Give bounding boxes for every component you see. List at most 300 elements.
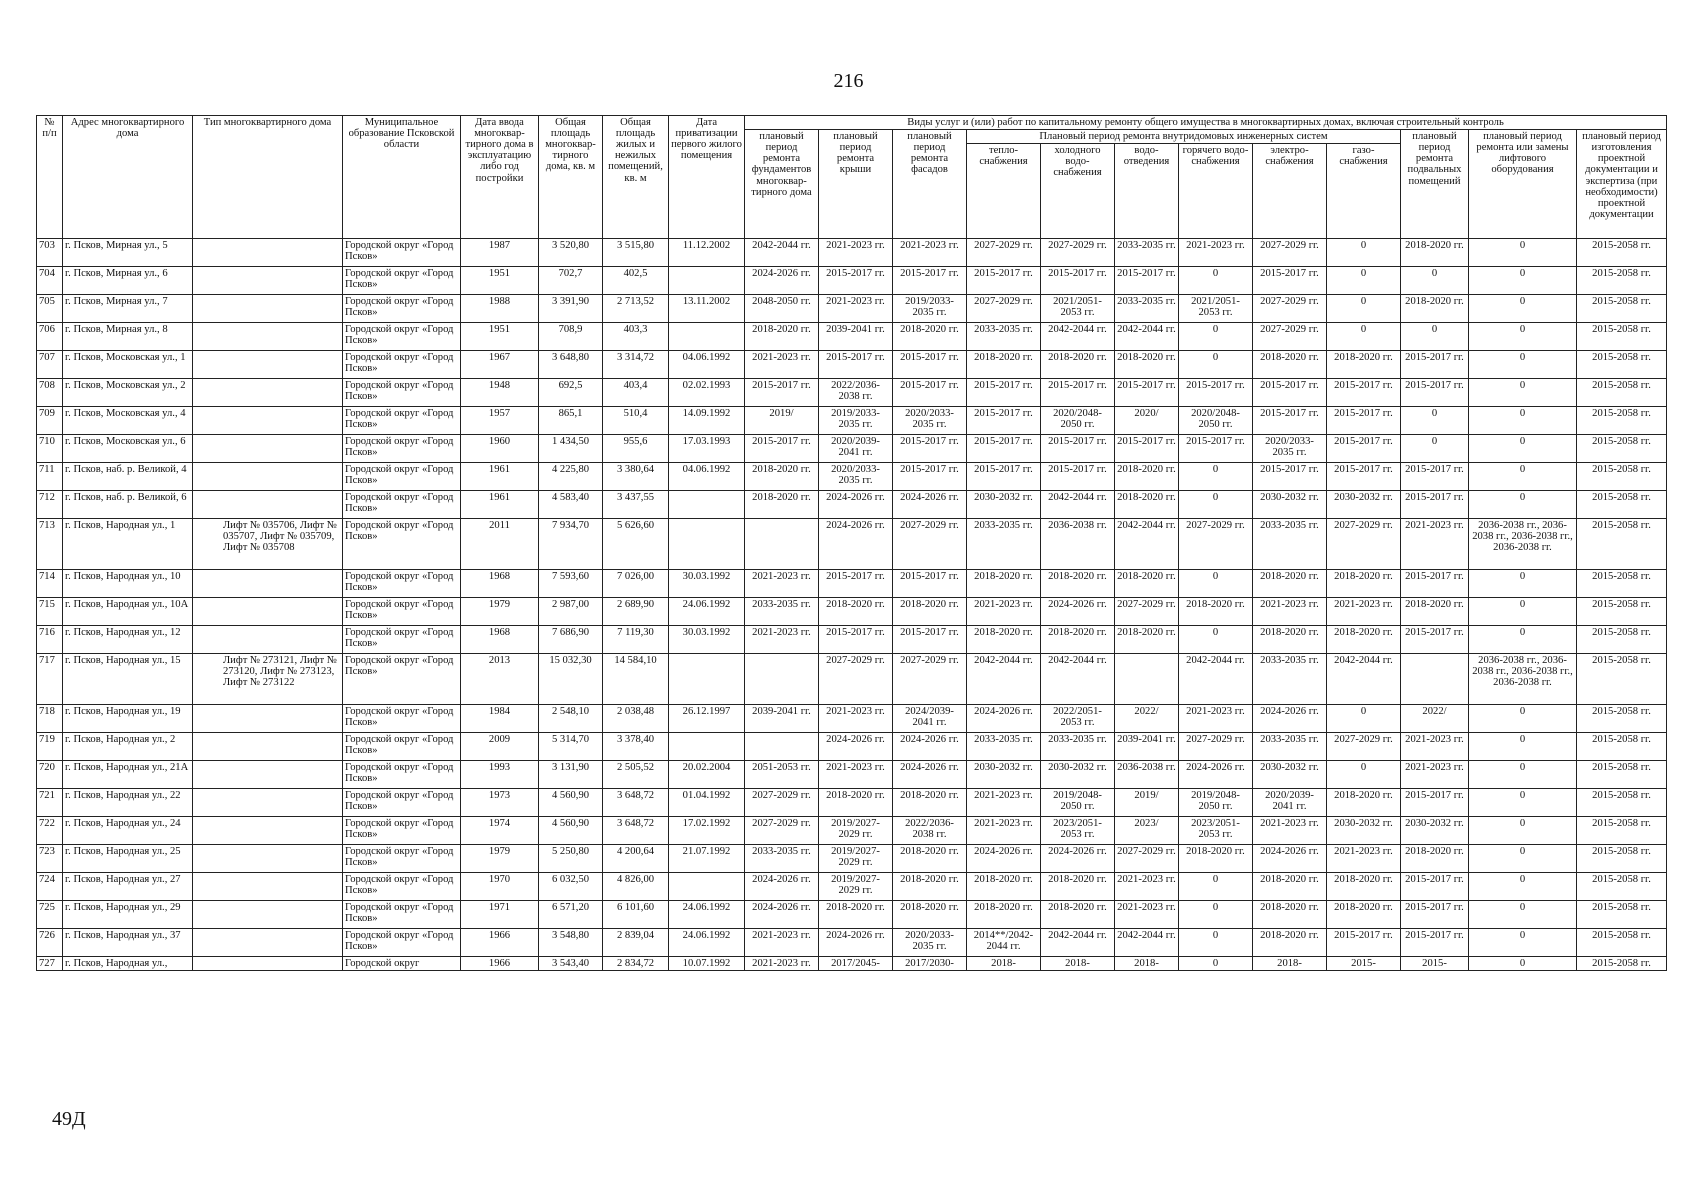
cell-cold-water: 2042-2044 гг. <box>1041 323 1115 351</box>
cell-foundation: 2015-2017 гг. <box>745 435 819 463</box>
cell-elevator: 0 <box>1469 598 1577 626</box>
cell-year: 1967 <box>461 351 539 379</box>
cell-total-area: 15 032,30 <box>539 654 603 705</box>
cell-gas: 2018-2020 гг. <box>1327 789 1401 817</box>
cell-electricity: 2024-2026 гг. <box>1253 845 1327 873</box>
cell-total-area: 6 571,20 <box>539 901 603 929</box>
cell-year: 1951 <box>461 323 539 351</box>
cell-basement: 2015-2017 гг. <box>1401 626 1469 654</box>
cell-roof: 2039-2041 гг. <box>819 323 893 351</box>
table-row <box>37 491 1667 519</box>
cell-heating: 2015-2017 гг. <box>967 379 1041 407</box>
cell-premises-area: 5 626,60 <box>603 519 669 570</box>
cell-privatization-date: 21.07.1992 <box>669 845 745 873</box>
cell-privatization-date: 30.03.1992 <box>669 570 745 598</box>
cell-privatization-date <box>669 267 745 295</box>
cell-facade: 2018-2020 гг. <box>893 598 967 626</box>
cell-gas: 2030-2032 гг. <box>1327 491 1401 519</box>
cell-municipality: Городской округ «Город Псков» <box>343 323 461 351</box>
table-row <box>37 901 1667 929</box>
cell-year: 1979 <box>461 598 539 626</box>
cell-roof: 2022/2036-2038 гг. <box>819 379 893 407</box>
cell-type <box>193 239 343 267</box>
cell-type <box>193 929 343 957</box>
cell-facade: 2019/2033-2035 гг. <box>893 295 967 323</box>
cell-basement: 0 <box>1401 435 1469 463</box>
cell-privatization-date: 02.02.1993 <box>669 379 745 407</box>
cell-municipality: Городской округ «Город Псков» <box>343 491 461 519</box>
cell-privatization-date <box>669 873 745 901</box>
cell-facade: 2018-2020 гг. <box>893 323 967 351</box>
cell-foundation: 2039-2041 гг. <box>745 705 819 733</box>
cell-elevator: 0 <box>1469 323 1577 351</box>
cell-facade: 2024-2026 гг. <box>893 491 967 519</box>
cell-gas: 2015-2017 гг. <box>1327 929 1401 957</box>
cell-hot-water: 0 <box>1179 873 1253 901</box>
cell-basement <box>1401 654 1469 705</box>
cell-total-area: 7 593,60 <box>539 570 603 598</box>
cell-premises-area: 403,3 <box>603 323 669 351</box>
cell-year: 1971 <box>461 901 539 929</box>
cell-elevator: 0 <box>1469 761 1577 789</box>
cell-total-area: 3 648,80 <box>539 351 603 379</box>
cell-year: 1970 <box>461 873 539 901</box>
cell-foundation: 2021-2023 гг. <box>745 626 819 654</box>
cell-foundation: 2027-2029 гг. <box>745 817 819 845</box>
cell-premises-area: 3 378,40 <box>603 733 669 761</box>
cell-roof: 2021-2023 гг. <box>819 705 893 733</box>
cell-roof: 2019/2033-2035 гг. <box>819 407 893 435</box>
cell-premises-area: 4 200,64 <box>603 845 669 873</box>
cell-total-area: 4 560,90 <box>539 789 603 817</box>
cell-address: г. Псков, Народная ул., 10 <box>63 570 193 598</box>
cell-num: 710 <box>37 435 63 463</box>
table-row <box>37 929 1667 957</box>
cell-elevator: 0 <box>1469 845 1577 873</box>
cell-roof: 2019/2027-2029 гг. <box>819 845 893 873</box>
cell-hot-water: 0 <box>1179 901 1253 929</box>
table-row <box>37 351 1667 379</box>
cell-foundation: 2024-2026 гг. <box>745 901 819 929</box>
cell-sewerage: 2015-2017 гг. <box>1115 379 1179 407</box>
header-address: Адрес многоквартирного дома <box>63 116 193 239</box>
cell-gas: 2018-2020 гг. <box>1327 626 1401 654</box>
cell-hot-water: 2021/2051-2053 гг. <box>1179 295 1253 323</box>
footer-code: 49Д <box>52 1108 86 1130</box>
cell-sewerage: 2018-2020 гг. <box>1115 463 1179 491</box>
cell-roof: 2024-2026 гг. <box>819 733 893 761</box>
cell-type <box>193 761 343 789</box>
cell-address: г. Псков, Мирная ул., 8 <box>63 323 193 351</box>
cell-gas: 2042-2044 гг. <box>1327 654 1401 705</box>
header-gas: газо-снабжения <box>1327 144 1401 239</box>
cell-cold-water: 2033-2035 гг. <box>1041 733 1115 761</box>
cell-cold-water: 2042-2044 гг. <box>1041 491 1115 519</box>
cell-design-docs: 2015-2058 гг. <box>1577 873 1667 901</box>
cell-foundation <box>745 733 819 761</box>
cell-hot-water: 2027-2029 гг. <box>1179 519 1253 570</box>
cell-basement: 2018-2020 гг. <box>1401 295 1469 323</box>
cell-address: г. Псков, Мирная ул., 6 <box>63 267 193 295</box>
cell-privatization-date: 24.06.1992 <box>669 598 745 626</box>
cell-foundation: 2048-2050 гг. <box>745 295 819 323</box>
cell-year: 1968 <box>461 626 539 654</box>
cell-roof: 2019/2027-2029 гг. <box>819 817 893 845</box>
header-type: Тип многоквартирного дома <box>193 116 343 239</box>
cell-basement: 0 <box>1401 267 1469 295</box>
cell-gas: 2021-2023 гг. <box>1327 845 1401 873</box>
cell-heating: 2033-2035 гг. <box>967 519 1041 570</box>
cell-facade: 2021-2023 гг. <box>893 239 967 267</box>
cell-type <box>193 491 343 519</box>
cell-cold-water: 2036-2038 гг. <box>1041 519 1115 570</box>
cell-heating: 2018-2020 гг. <box>967 873 1041 901</box>
cell-gas: 2015-2017 гг. <box>1327 407 1401 435</box>
cell-type <box>193 626 343 654</box>
cell-cold-water: 2015-2017 гг. <box>1041 379 1115 407</box>
header-design-docs: плановый период изготовления проектной документации и экспертиза (при необходимости) проектной документации <box>1577 130 1667 239</box>
cell-hot-water: 2018-2020 гг. <box>1179 598 1253 626</box>
header-cold-water: холодного водо-снабжения <box>1041 144 1115 239</box>
cell-basement: 0 <box>1401 407 1469 435</box>
cell-basement: 2018-2020 гг. <box>1401 845 1469 873</box>
cell-num: 705 <box>37 295 63 323</box>
table-row <box>37 705 1667 733</box>
cell-year: 1974 <box>461 817 539 845</box>
cell-year: 2009 <box>461 733 539 761</box>
cell-cold-water: 2018-2020 гг. <box>1041 901 1115 929</box>
cell-hot-water: 0 <box>1179 570 1253 598</box>
cell-sewerage: 2015-2017 гг. <box>1115 267 1179 295</box>
cell-premises-area: 6 101,60 <box>603 901 669 929</box>
cell-heating: 2042-2044 гг. <box>967 654 1041 705</box>
cell-municipality: Городской округ «Город Псков» <box>343 379 461 407</box>
cell-sewerage: 2036-2038 гг. <box>1115 761 1179 789</box>
header-privatization-date: Дата приватизации первого жилого помещения <box>669 116 745 239</box>
cell-municipality: Городской округ «Город Псков» <box>343 239 461 267</box>
cell-privatization-date <box>669 733 745 761</box>
table-row <box>37 435 1667 463</box>
cell-foundation: 2051-2053 гг. <box>745 761 819 789</box>
cell-total-area: 702,7 <box>539 267 603 295</box>
cell-address: г. Псков, Народная ул., 10А <box>63 598 193 626</box>
cell-total-area: 3 131,90 <box>539 761 603 789</box>
cell-heating: 2021-2023 гг. <box>967 789 1041 817</box>
cell-foundation: 2019/ <box>745 407 819 435</box>
cell-type <box>193 957 343 971</box>
cell-heating: 2024-2026 гг. <box>967 705 1041 733</box>
cell-design-docs: 2015-2058 гг. <box>1577 379 1667 407</box>
header-works-group: Виды услуг и (или) работ по капитальному ремонту общего имущества в многоквартирных домах, включая строительный контроль <box>745 116 1667 130</box>
cell-total-area: 5 250,80 <box>539 845 603 873</box>
cell-year: 1968 <box>461 570 539 598</box>
table-row <box>37 817 1667 845</box>
cell-total-area: 3 543,40 <box>539 957 603 971</box>
cell-elevator: 0 <box>1469 789 1577 817</box>
header-date-commissioned: Дата ввода многоквар-тирного дома в эксплуатацию либо год постройки <box>461 116 539 239</box>
cell-elevator: 0 <box>1469 407 1577 435</box>
cell-design-docs: 2015-2058 гг. <box>1577 570 1667 598</box>
cell-year: 1966 <box>461 929 539 957</box>
capital-repair-table <box>36 115 1667 971</box>
cell-electricity: 2015-2017 гг. <box>1253 407 1327 435</box>
cell-gas: 0 <box>1327 295 1401 323</box>
cell-heating: 2018-2020 гг. <box>967 901 1041 929</box>
cell-gas: 2027-2029 гг. <box>1327 519 1401 570</box>
cell-basement: 2021-2023 гг. <box>1401 733 1469 761</box>
cell-facade: 2024/2039-2041 гг. <box>893 705 967 733</box>
cell-address: г. Псков, Московская ул., 2 <box>63 379 193 407</box>
cell-privatization-date: 17.03.1993 <box>669 435 745 463</box>
table-row <box>37 957 1667 971</box>
cell-year: 1948 <box>461 379 539 407</box>
cell-municipality: Городской округ «Город Псков» <box>343 267 461 295</box>
cell-foundation: 2027-2029 гг. <box>745 789 819 817</box>
cell-type <box>193 705 343 733</box>
cell-cold-water: 2042-2044 гг. <box>1041 654 1115 705</box>
cell-design-docs: 2015-2058 гг. <box>1577 654 1667 705</box>
cell-hot-water: 0 <box>1179 929 1253 957</box>
header-basement: плановый период ремонта подвальных помещений <box>1401 130 1469 239</box>
cell-hot-water: 0 <box>1179 491 1253 519</box>
cell-address: г. Псков, Мирная ул., 7 <box>63 295 193 323</box>
cell-electricity: 2018-2020 гг. <box>1253 873 1327 901</box>
cell-municipality: Городской округ «Город Псков» <box>343 789 461 817</box>
cell-facade: 2018-2020 гг. <box>893 873 967 901</box>
cell-municipality: Городской округ «Город Псков» <box>343 705 461 733</box>
cell-cold-water: 2015-2017 гг. <box>1041 267 1115 295</box>
cell-design-docs: 2015-2058 гг. <box>1577 789 1667 817</box>
cell-hot-water: 2023/2051-2053 гг. <box>1179 817 1253 845</box>
cell-num: 723 <box>37 845 63 873</box>
cell-design-docs: 2015-2058 гг. <box>1577 901 1667 929</box>
cell-design-docs: 2015-2058 гг. <box>1577 295 1667 323</box>
cell-facade: 2015-2017 гг. <box>893 435 967 463</box>
cell-elevator: 0 <box>1469 351 1577 379</box>
cell-design-docs: 2015-2058 гг. <box>1577 351 1667 379</box>
cell-electricity: 2033-2035 гг. <box>1253 519 1327 570</box>
cell-foundation: 2021-2023 гг. <box>745 351 819 379</box>
cell-facade: 2024-2026 гг. <box>893 733 967 761</box>
cell-gas: 0 <box>1327 761 1401 789</box>
cell-municipality: Городской округ «Город Псков» <box>343 929 461 957</box>
cell-sewerage: 2042-2044 гг. <box>1115 323 1179 351</box>
cell-design-docs: 2015-2058 гг. <box>1577 761 1667 789</box>
cell-elevator: 0 <box>1469 733 1577 761</box>
cell-elevator: 0 <box>1469 901 1577 929</box>
cell-design-docs: 2015-2058 гг. <box>1577 957 1667 971</box>
cell-basement: 2015- <box>1401 957 1469 971</box>
cell-facade: 2015-2017 гг. <box>893 351 967 379</box>
cell-sewerage: 2018-2020 гг. <box>1115 570 1179 598</box>
cell-heating: 2021-2023 гг. <box>967 817 1041 845</box>
cell-elevator: 0 <box>1469 817 1577 845</box>
cell-municipality: Городской округ «Город Псков» <box>343 733 461 761</box>
cell-cold-water: 2018-2020 гг. <box>1041 873 1115 901</box>
cell-total-area: 708,9 <box>539 323 603 351</box>
cell-design-docs: 2015-2058 гг. <box>1577 817 1667 845</box>
cell-facade: 2015-2017 гг. <box>893 463 967 491</box>
cell-municipality: Городской округ «Город Псков» <box>343 654 461 705</box>
cell-type <box>193 873 343 901</box>
cell-address: г. Псков, Народная ул., 25 <box>63 845 193 873</box>
cell-gas: 2027-2029 гг. <box>1327 733 1401 761</box>
cell-total-area: 4 583,40 <box>539 491 603 519</box>
cell-privatization-date: 24.06.1992 <box>669 901 745 929</box>
header-facade: плановый период ремонта фасадов <box>893 130 967 239</box>
cell-design-docs: 2015-2058 гг. <box>1577 626 1667 654</box>
cell-premises-area: 402,5 <box>603 267 669 295</box>
cell-year: 1951 <box>461 267 539 295</box>
cell-roof: 2017/2045- <box>819 957 893 971</box>
cell-design-docs: 2015-2058 гг. <box>1577 598 1667 626</box>
cell-privatization-date <box>669 654 745 705</box>
cell-address: г. Псков, Московская ул., 6 <box>63 435 193 463</box>
cell-year: 1984 <box>461 705 539 733</box>
cell-electricity: 2015-2017 гг. <box>1253 379 1327 407</box>
cell-foundation: 2024-2026 гг. <box>745 267 819 295</box>
cell-design-docs: 2015-2058 гг. <box>1577 463 1667 491</box>
cell-elevator: 0 <box>1469 957 1577 971</box>
table-row <box>37 845 1667 873</box>
cell-premises-area: 7 026,00 <box>603 570 669 598</box>
cell-sewerage: 2018-2020 гг. <box>1115 491 1179 519</box>
cell-design-docs: 2015-2058 гг. <box>1577 929 1667 957</box>
cell-design-docs: 2015-2058 гг. <box>1577 435 1667 463</box>
header-hot-water: горячего водо-снабжения <box>1179 144 1253 239</box>
cell-premises-area: 2 505,52 <box>603 761 669 789</box>
cell-sewerage: 2033-2035 гг. <box>1115 239 1179 267</box>
cell-cold-water: 2018- <box>1041 957 1115 971</box>
cell-facade: 2020/2033-2035 гг. <box>893 407 967 435</box>
table-row <box>37 463 1667 491</box>
table-row <box>37 295 1667 323</box>
cell-elevator: 0 <box>1469 267 1577 295</box>
cell-hot-water: 2019/2048-2050 гг. <box>1179 789 1253 817</box>
cell-design-docs: 2015-2058 гг. <box>1577 407 1667 435</box>
cell-foundation: 2024-2026 гг. <box>745 873 819 901</box>
table-body <box>37 239 1667 971</box>
cell-electricity: 2030-2032 гг. <box>1253 491 1327 519</box>
header-num: № п/п <box>37 116 63 239</box>
cell-gas: 2015-2017 гг. <box>1327 379 1401 407</box>
cell-gas: 0 <box>1327 267 1401 295</box>
cell-num: 720 <box>37 761 63 789</box>
cell-sewerage: 2018- <box>1115 957 1179 971</box>
cell-roof: 2021-2023 гг. <box>819 761 893 789</box>
cell-heating: 2015-2017 гг. <box>967 267 1041 295</box>
cell-electricity: 2020/2033-2035 гг. <box>1253 435 1327 463</box>
cell-sewerage: 2033-2035 гг. <box>1115 295 1179 323</box>
cell-num: 727 <box>37 957 63 971</box>
cell-facade: 2022/2036-2038 гг. <box>893 817 967 845</box>
cell-design-docs: 2015-2058 гг. <box>1577 705 1667 733</box>
cell-cold-water: 2018-2020 гг. <box>1041 570 1115 598</box>
cell-gas: 2030-2032 гг. <box>1327 817 1401 845</box>
cell-num: 712 <box>37 491 63 519</box>
cell-elevator: 0 <box>1469 570 1577 598</box>
table-row <box>37 873 1667 901</box>
cell-total-area: 6 032,50 <box>539 873 603 901</box>
cell-municipality: Городской округ «Город Псков» <box>343 295 461 323</box>
cell-cold-water: 2030-2032 гг. <box>1041 761 1115 789</box>
cell-num: 717 <box>37 654 63 705</box>
cell-premises-area: 2 834,72 <box>603 957 669 971</box>
cell-facade: 2018-2020 гг. <box>893 901 967 929</box>
cell-basement: 2015-2017 гг. <box>1401 929 1469 957</box>
header-foundation: плановый период ремонта фундаментов многоквар-тирного дома <box>745 130 819 239</box>
cell-municipality: Городской округ «Город Псков» <box>343 873 461 901</box>
cell-address: г. Псков, Московская ул., 1 <box>63 351 193 379</box>
cell-type <box>193 435 343 463</box>
cell-heating: 2027-2029 гг. <box>967 295 1041 323</box>
cell-hot-water: 2024-2026 гг. <box>1179 761 1253 789</box>
cell-hot-water: 0 <box>1179 351 1253 379</box>
cell-privatization-date: 30.03.1992 <box>669 626 745 654</box>
cell-total-area: 2 987,00 <box>539 598 603 626</box>
page-number: 216 <box>833 70 864 92</box>
cell-gas: 2021-2023 гг. <box>1327 598 1401 626</box>
cell-privatization-date: 01.04.1992 <box>669 789 745 817</box>
cell-type <box>193 407 343 435</box>
cell-num: 706 <box>37 323 63 351</box>
cell-roof: 2015-2017 гг. <box>819 267 893 295</box>
cell-heating: 2015-2017 гг. <box>967 463 1041 491</box>
cell-total-area: 3 391,90 <box>539 295 603 323</box>
cell-premises-area: 403,4 <box>603 379 669 407</box>
cell-sewerage: 2042-2044 гг. <box>1115 519 1179 570</box>
cell-electricity: 2018-2020 гг. <box>1253 351 1327 379</box>
cell-heating: 2027-2029 гг. <box>967 239 1041 267</box>
table-row <box>37 519 1667 570</box>
cell-design-docs: 2015-2058 гг. <box>1577 733 1667 761</box>
header-electricity: электро-снабжения <box>1253 144 1327 239</box>
cell-foundation: 2021-2023 гг. <box>745 929 819 957</box>
cell-basement: 2030-2032 гг. <box>1401 817 1469 845</box>
cell-address: г. Псков, Народная ул., 27 <box>63 873 193 901</box>
cell-year: 1987 <box>461 239 539 267</box>
table-row <box>37 598 1667 626</box>
cell-design-docs: 2015-2058 гг. <box>1577 239 1667 267</box>
cell-municipality: Городской округ «Город Псков» <box>343 598 461 626</box>
cell-sewerage: 2021-2023 гг. <box>1115 873 1179 901</box>
cell-heating: 2014**/2042-2044 гг. <box>967 929 1041 957</box>
cell-premises-area: 2 689,90 <box>603 598 669 626</box>
cell-cold-water: 2042-2044 гг. <box>1041 929 1115 957</box>
cell-heating: 2024-2026 гг. <box>967 845 1041 873</box>
cell-address: г. Псков, Народная ул., 37 <box>63 929 193 957</box>
cell-premises-area: 3 648,72 <box>603 817 669 845</box>
cell-cold-water: 2020/2048-2050 гг. <box>1041 407 1115 435</box>
cell-address: г. Псков, Народная ул., 24 <box>63 817 193 845</box>
cell-foundation: 2018-2020 гг. <box>745 491 819 519</box>
table-row <box>37 626 1667 654</box>
cell-type: Лифт № 035706, Лифт № 035707, Лифт № 035709, Лифт № 035708 <box>193 519 343 570</box>
cell-year: 2013 <box>461 654 539 705</box>
cell-num: 726 <box>37 929 63 957</box>
cell-basement: 2022/ <box>1401 705 1469 733</box>
cell-cold-water: 2023/2051-2053 гг. <box>1041 817 1115 845</box>
cell-design-docs: 2015-2058 гг. <box>1577 267 1667 295</box>
cell-municipality: Городской округ «Город Псков» <box>343 407 461 435</box>
cell-total-area: 3 548,80 <box>539 929 603 957</box>
cell-year: 1961 <box>461 463 539 491</box>
cell-electricity: 2018-2020 гг. <box>1253 901 1327 929</box>
cell-sewerage: 2019/ <box>1115 789 1179 817</box>
header-sewerage: водо-отведения <box>1115 144 1179 239</box>
cell-num: 716 <box>37 626 63 654</box>
cell-facade: 2027-2029 гг. <box>893 654 967 705</box>
